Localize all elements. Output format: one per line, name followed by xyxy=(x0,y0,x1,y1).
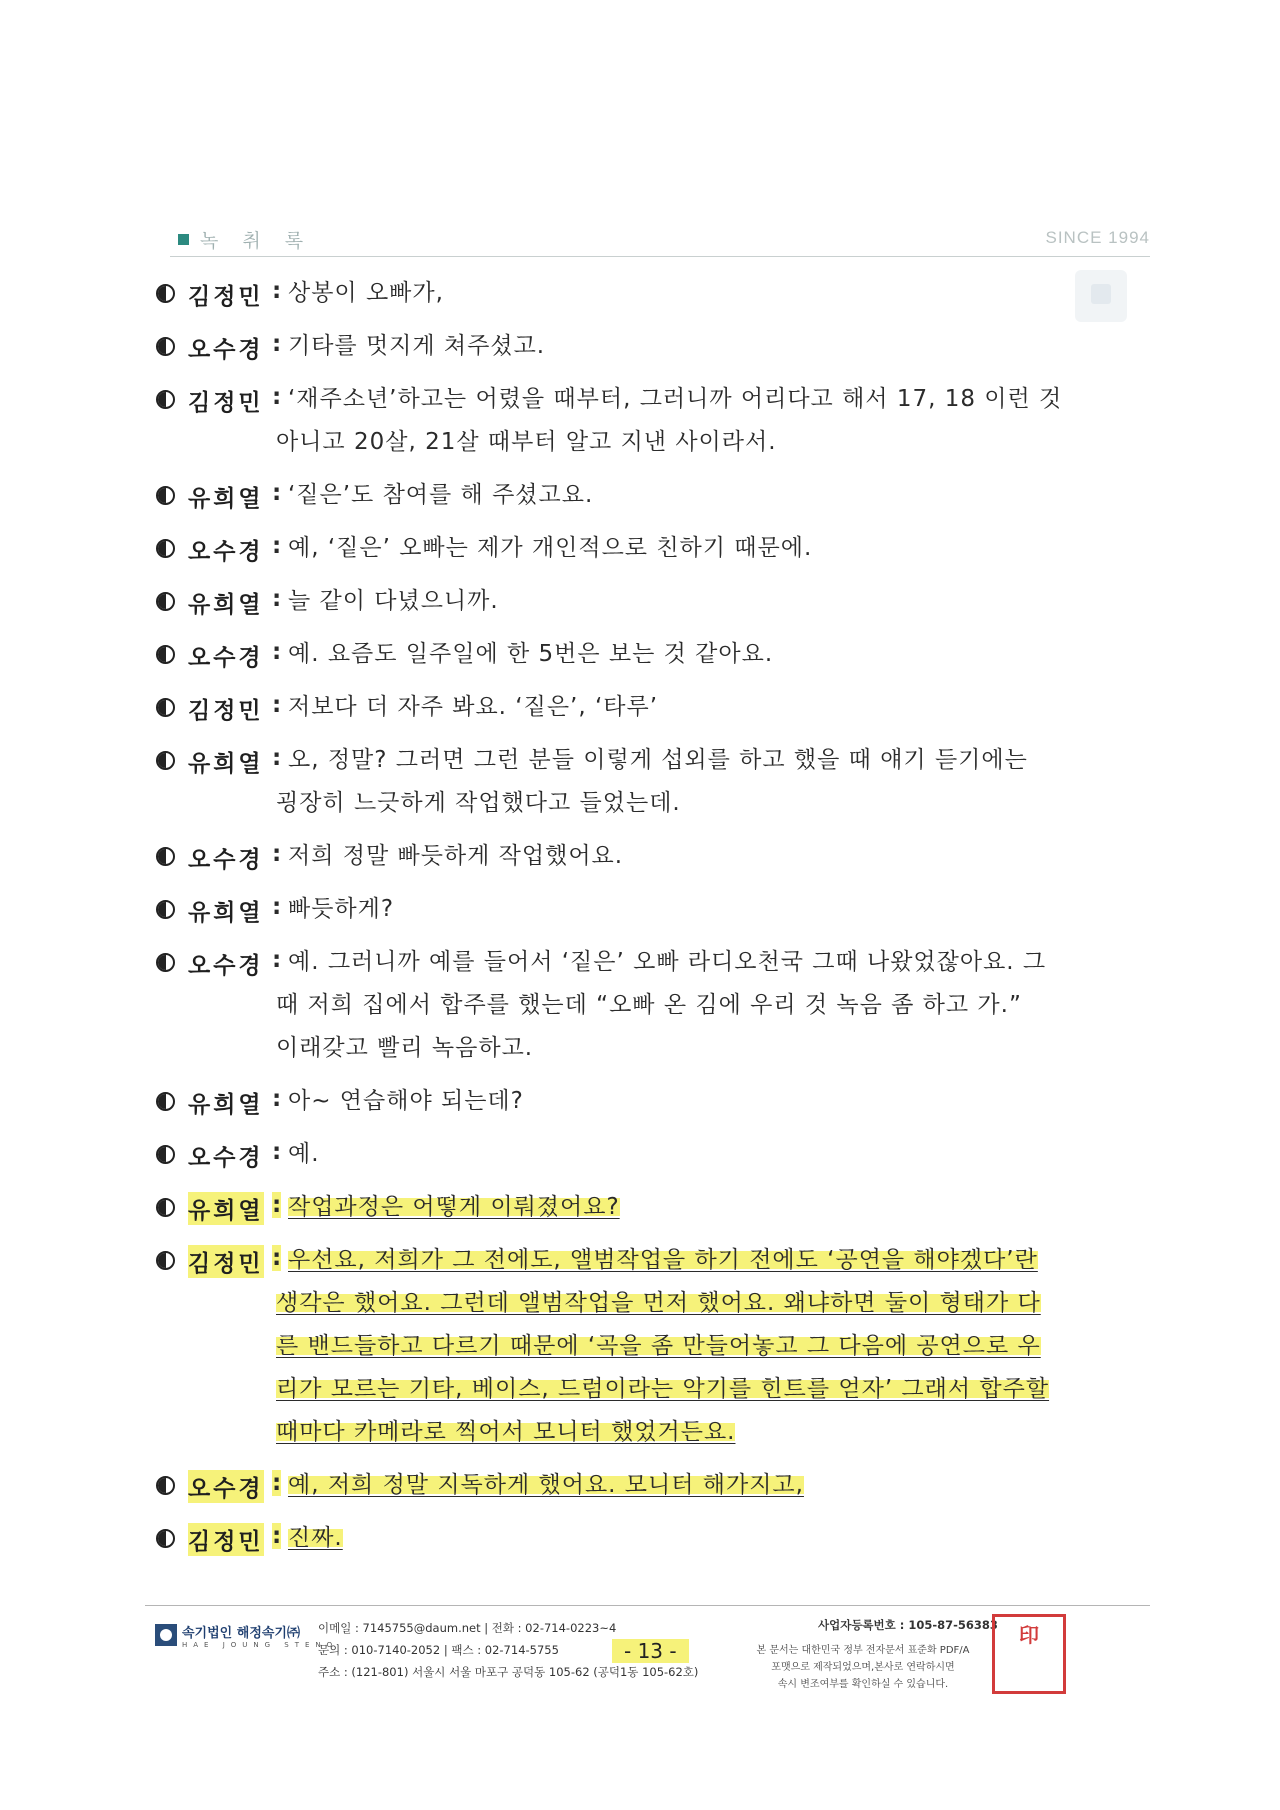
utterance-line: 예, ‘짙은’ 오빠는 제가 개인적으로 친하기 때문에. xyxy=(288,535,813,561)
company-seal: 印 xyxy=(992,1614,1066,1694)
speaker-name: 유희열 xyxy=(188,1192,264,1225)
utterance-line: 저희 정말 빠듯하게 작업했어요. xyxy=(288,843,624,869)
speaker-colon: : xyxy=(272,692,282,718)
utterance-line: 상봉이 오빠가, xyxy=(288,280,444,306)
speaker-name: 오수경 xyxy=(188,538,264,565)
utterance-line: 예. 요즘도 일주일에 한 5번은 보는 것 같아요. xyxy=(288,641,774,667)
half-circle-bullet-icon xyxy=(156,953,175,972)
utterance-line: ‘짙은’도 참여를 해 주셨고요. xyxy=(288,482,594,508)
contact-address: 주소 : (121-801) 서울시 서울 마포구 공덕동 105-62 (공덕1동 105-62호) xyxy=(318,1665,699,1679)
half-circle-bullet-icon xyxy=(156,486,175,505)
utterance-line: 우선요, 저희가 그 전에도, 앨범작업을 하기 전에도 ‘공연을 해야겠다’란 xyxy=(288,1247,1038,1273)
speaker-colon: : xyxy=(272,533,282,559)
company-name: 속기법인 해정속기㈜ xyxy=(182,1626,300,1641)
utterance-line: 예. xyxy=(288,1141,320,1167)
half-circle-bullet-icon xyxy=(156,1476,175,1495)
speaker-name: 오수경 xyxy=(188,1144,264,1171)
speaker-colon: : xyxy=(272,894,282,920)
utterance-line: 예, 저희 정말 지독하게 했어요. 모니터 해가지고, xyxy=(288,1472,804,1498)
company-subtitle: HAE JOUNG STENO xyxy=(182,1641,339,1649)
speaker-name: 유희열 xyxy=(188,591,264,618)
header-title: 녹 취 록 xyxy=(200,230,313,252)
speaker-colon: : xyxy=(272,947,282,973)
speaker-colon: : xyxy=(272,480,282,506)
notice-line-1: 본 문서는 대한민국 정부 전자문서 표준화 PDF/A xyxy=(756,1645,970,1656)
speaker-name: 오수경 xyxy=(188,952,264,979)
half-circle-bullet-icon xyxy=(156,900,175,919)
utterance-line: 아니고 20살, 21살 때부터 알고 지낸 사이라서. xyxy=(276,429,777,455)
half-circle-bullet-icon xyxy=(156,847,175,866)
speaker-name: 오수경 xyxy=(188,1470,264,1503)
speaker-name: 오수경 xyxy=(188,644,264,671)
speaker-name: 오수경 xyxy=(188,336,264,363)
half-circle-bullet-icon xyxy=(156,337,175,356)
half-circle-bullet-icon xyxy=(156,592,175,611)
speaker-colon: : xyxy=(272,639,282,665)
speaker-colon: : xyxy=(272,1192,282,1218)
half-circle-bullet-icon xyxy=(156,1145,175,1164)
half-circle-bullet-icon xyxy=(156,1251,175,1270)
utterance-line: 빠듯하게? xyxy=(288,896,395,922)
utterance-line: 때마다 카메라로 찍어서 모니터 했었거든요. xyxy=(276,1419,736,1445)
half-circle-bullet-icon xyxy=(156,390,175,409)
speaker-name: 유희열 xyxy=(188,750,264,777)
utterance-line: 리가 모르는 기타, 베이스, 드럼이라는 악기를 힌트를 얻자’ 그래서 합주할 xyxy=(276,1376,1050,1402)
utterance-line: 때 저희 집에서 합주를 했는데 “오빠 온 김에 우리 것 녹음 좀 하고 가.” xyxy=(276,992,1022,1018)
page-header xyxy=(170,222,1150,257)
speaker-name: 김정민 xyxy=(188,1245,264,1278)
utterance-line: 이래갖고 빨리 녹음하고. xyxy=(276,1035,534,1061)
utterance-line: 오, 정말? 그러면 그런 분들 이렇게 섭외를 하고 했을 때 얘기 듣기에는 xyxy=(288,747,1028,773)
header-square-icon xyxy=(178,234,189,245)
notice-line-2: 포맷으로 제작되었으며,본사로 연락하시면 xyxy=(771,1662,955,1673)
utterance-line: 른 밴드들하고 다르기 때문에 ‘곡을 좀 만들어놓고 그 다음에 공연으로 우 xyxy=(276,1333,1041,1359)
utterance-line: 굉장히 느긋하게 작업했다고 들었는데. xyxy=(276,790,681,816)
speaker-name: 김정민 xyxy=(188,283,264,310)
speaker-name: 유희열 xyxy=(188,899,264,926)
utterance-line: 기타를 멋지게 쳐주셨고. xyxy=(288,333,546,359)
utterance-line: 작업과정은 어떻게 이뤄졌어요? xyxy=(288,1194,620,1220)
page-number: - 13 - xyxy=(612,1639,689,1663)
business-number: 사업자등록번호 : 105-87-56383 xyxy=(818,1618,998,1632)
speaker-colon: : xyxy=(272,1470,282,1496)
speaker-name: 김정민 xyxy=(188,697,264,724)
company-logo-icon xyxy=(155,1624,177,1646)
utterance-line: 진짜. xyxy=(288,1525,343,1551)
speaker-colon: : xyxy=(272,1245,282,1271)
speaker-colon: : xyxy=(272,331,282,357)
notice-line-3: 속시 변조여부를 확인하실 수 있습니다. xyxy=(777,1679,949,1690)
speaker-colon: : xyxy=(272,384,282,410)
speaker-colon: : xyxy=(272,841,282,867)
half-circle-bullet-icon xyxy=(156,284,175,303)
half-circle-bullet-icon xyxy=(156,1198,175,1217)
speaker-name: 오수경 xyxy=(188,846,264,873)
speaker-colon: : xyxy=(272,586,282,612)
utterance-line: 예. 그러니까 예를 들어서 ‘짙은’ 오빠 라디오천국 그때 나왔었잖아요. 그 xyxy=(288,949,1047,975)
speaker-colon: : xyxy=(272,278,282,304)
utterance-line: ‘재주소년’하고는 어렸을 때부터, 그러니까 어리다고 해서 17, 18 이런 것 xyxy=(288,386,1063,412)
footer-divider xyxy=(145,1605,1150,1606)
speaker-colon: : xyxy=(272,1139,282,1165)
half-circle-bullet-icon xyxy=(156,751,175,770)
half-circle-bullet-icon xyxy=(156,698,175,717)
speaker-colon: : xyxy=(272,745,282,771)
half-circle-bullet-icon xyxy=(156,1529,175,1548)
speaker-name: 유희열 xyxy=(188,1091,264,1118)
utterance-line: 생각은 했어요. 그런데 앨범작업을 먼저 했어요. 왜냐하면 둘이 형태가 다 xyxy=(276,1290,1041,1316)
half-circle-bullet-icon xyxy=(156,645,175,664)
header-since: SINCE 1994 xyxy=(1045,228,1150,247)
contact-email-phone: 이메일 : 7145755@daum.net | 전화 : 02-714-0223~4 xyxy=(318,1621,617,1635)
utterance-line: 저보다 더 자주 봐요. ‘짙은’, ‘타루’ xyxy=(288,694,659,720)
half-circle-bullet-icon xyxy=(156,1092,175,1111)
utterance-line: 늘 같이 다녔으니까. xyxy=(288,588,499,614)
speaker-colon: : xyxy=(272,1086,282,1112)
speaker-name: 유희열 xyxy=(188,485,264,512)
speaker-name: 김정민 xyxy=(188,389,264,416)
speaker-name: 김정민 xyxy=(188,1523,264,1556)
half-circle-bullet-icon xyxy=(156,539,175,558)
speaker-colon: : xyxy=(272,1523,282,1549)
contact-mobile-fax: 문의 : 010-7140-2052 | 팩스 : 02-714-5755 xyxy=(318,1643,559,1657)
utterance-line: 아~ 연습해야 되는데? xyxy=(288,1088,524,1114)
